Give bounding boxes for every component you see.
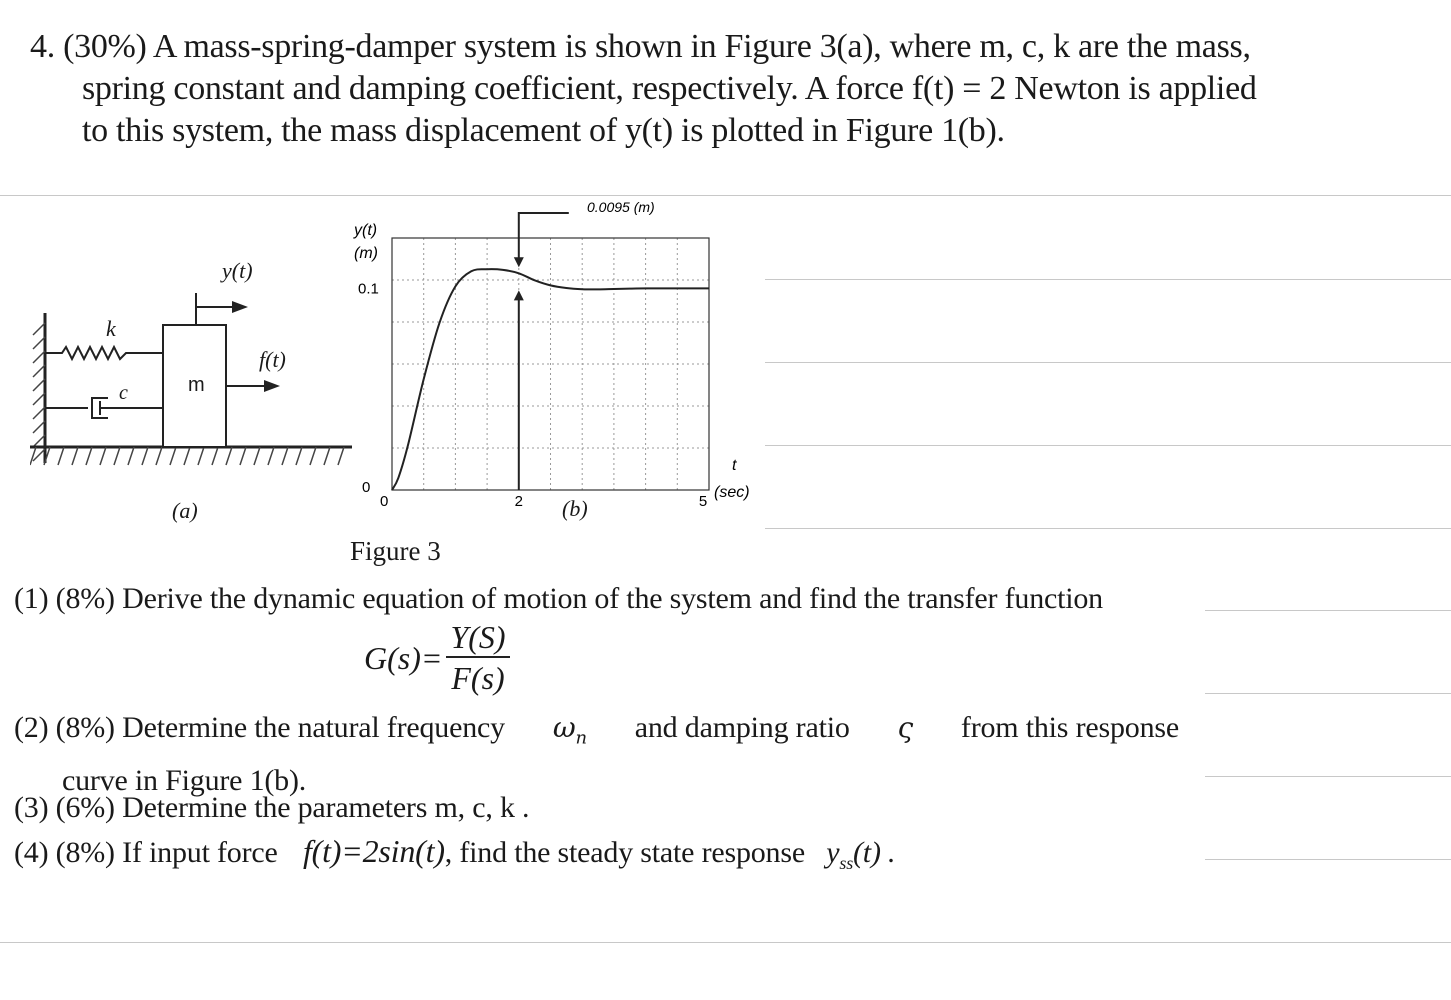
x-axis-label-2: (sec) [714, 484, 750, 501]
problem-line-1: 4. (30%) A mass-spring-damper system is shown in Figure 3(a), where m, c, k are the mass, [30, 28, 1251, 65]
figure-a-label: (a) [172, 498, 198, 523]
problem-line-2: spring constant and damping coefficient, respectively. A force f(t) = 2 Newton is applied [82, 70, 1257, 107]
question-2 [14, 710, 1179, 799]
figure-b-label: (b) [562, 496, 588, 521]
transfer-function-denominator: F(s) [451, 660, 505, 696]
question-2-part-b: and damping ratio [634, 711, 850, 744]
question-3: (3) (6%) Determine the parameters m, c, k . [14, 791, 530, 824]
steady-state-symbol [826, 836, 896, 873]
y-zero-label: 0 [362, 479, 371, 496]
y-axis-label-1: y(t) [354, 222, 378, 239]
x-axis-label-1: t [732, 457, 737, 474]
y-axis-label-2: (m) [354, 245, 378, 262]
question-1: (1) (8%) Derive the dynamic equation of motion of the system and find the transfer function [14, 582, 1103, 615]
y-symbol: y [826, 836, 840, 869]
x-tick-label-2: 2 [514, 493, 523, 510]
rule-line [0, 942, 1451, 943]
omega-symbol: ω [552, 711, 576, 744]
figure-a-schematic [30, 255, 360, 485]
displacement-arrow [196, 293, 248, 325]
rule-line [765, 362, 1451, 363]
y-symbol-end: (t) . [853, 836, 896, 869]
annotation-down-arrowhead [514, 257, 524, 267]
damper-label-c: c [119, 382, 128, 404]
rule-line [1205, 693, 1451, 694]
x-tick-label-5: 5 [698, 493, 708, 510]
floor-hatching [30, 447, 344, 465]
question-2-part-a: (2) (8%) Determine the natural frequency [14, 711, 505, 744]
overshoot-label: 0.0095 (m) [587, 199, 655, 215]
omega-n-symbol [553, 710, 587, 757]
transfer-function [364, 618, 510, 698]
rule-line [765, 528, 1451, 529]
displacement-label: y(t) [222, 258, 253, 283]
question-4-part-a: (4) (8%) If input force [14, 836, 278, 869]
wall-hatching [33, 323, 45, 461]
rule-line [765, 445, 1451, 446]
force-arrow [226, 380, 280, 392]
annotation-down-arrow [519, 213, 569, 259]
transfer-function-numerator: Y(S) [446, 618, 509, 658]
figure-caption: Figure 3 [350, 536, 441, 566]
mass-label-m: m [188, 374, 205, 396]
spring-label-k: k [106, 316, 116, 341]
question-2-part-c: from this response [960, 711, 1179, 744]
rule-line [1205, 776, 1451, 777]
spring [45, 347, 163, 359]
transfer-function-fraction [446, 618, 509, 698]
question-4 [14, 833, 895, 881]
problem-statement [30, 26, 1390, 152]
problem-line-3: to this system, the mass displacement of y(t) is plotted in Figure 1(b). [82, 112, 1005, 149]
y-subscript: ss [839, 853, 854, 873]
rule-line [765, 279, 1451, 280]
x-zero-label: 0 [380, 493, 389, 510]
force-label: f(t) [259, 347, 286, 372]
zeta-symbol: ς [897, 711, 914, 744]
damper [45, 398, 163, 418]
annotation-up-arrowhead [514, 290, 524, 300]
y-tick-label-0.1: 0.1 [358, 280, 379, 298]
chart-grid [392, 238, 709, 490]
transfer-function-lhs: G(s)= [364, 639, 443, 676]
input-force-expression: f(t)=2sin(t) [302, 833, 445, 869]
rule-line [1205, 859, 1451, 860]
figure-b-chart [340, 190, 770, 530]
omega-subscript: n [575, 727, 587, 749]
question-4-part-b: , find the steady state response [444, 836, 805, 869]
question-2-line-2: curve in Figure 1(b). [62, 763, 307, 797]
rule-line [1205, 610, 1451, 611]
